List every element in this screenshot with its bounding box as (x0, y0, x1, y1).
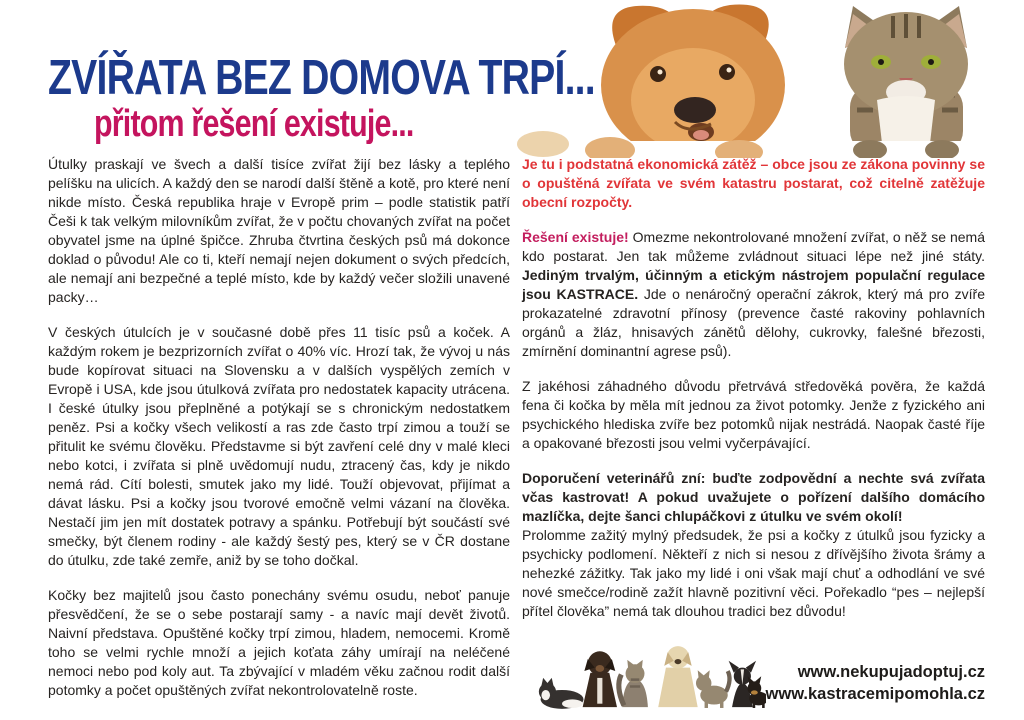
sitting-dog-cream (658, 646, 697, 707)
advice-bold: Doporučení veterinářů zní: buďte zodpovědní a nechte svá zvířata včas kastrovat! A pokud uvažujete o pořízení dalšího domácího mazlíčka, dejte šanci chlupáčkovi z útulku ve svém okolí! (522, 470, 985, 524)
lying-cat (539, 678, 584, 709)
solution-bold-castration: Jediným trvalým, účinným a etickým nástrojem populační regulace jsou KASTRACE. (522, 267, 985, 302)
cat-illustration (844, 6, 968, 153)
bottom-row (538, 640, 985, 715)
paragraph-solution (522, 228, 985, 361)
solution-text-1: Omezme nekontrolované množení zvířat, o něž se nemá kdo postarat. Jen tak můžeme zvládnout situaci lépe než jiné státy. (522, 229, 985, 264)
sitting-cat-tabby (619, 660, 648, 707)
solution-lead: Řešení existuje! (522, 229, 629, 245)
animal-group-photo (538, 640, 766, 715)
dog-cat-photo-illustration (515, 0, 1010, 158)
solution-text-2: Jde o nenáročný operační zákrok, který má pro zvíře prokazatelné zdravotní přínosy (prevence časté rakoviny pohlavních orgánů a žláz, hnisavých zánětů dělohy, cukrovky, falešné březosti, zmírnění dominantní agrese psů). (522, 286, 985, 359)
paragraph-shelters-overflow: Útulky praskají ve švech a další tisíce zvířat žijí bez lásky a teplého pelíšku na ulicích. A každý den se narodí další štěně a kotě, pro které není nikde místo. Česká republika hraje v Evropě prim – podle statistik patří Češi k tak velkým milovníkům zvířat, že v počtu chovaných zvířat na počet obyvatel jsme na úplné špičce. Zhruba čtvrtina českých psů má dokonce doklad o původu! Ale co ti, kteří nemají nejen dokument o svých předcích, ale nemají ani bezpečné a teplé místo, kde by každý večer složili unavené packy… (48, 156, 510, 305)
sitting-dog-brown (583, 651, 617, 707)
right-column (522, 155, 985, 637)
paragraph-advice (522, 469, 985, 621)
paragraph-myth: Z jakéhosi záhadného důvodu přetrvává středověká pověra, že každá fena či kočka by měla mít jednou za život potomky. Jenže z fyzického ani psychického hlediska zvíře bez potomků nijak nestrádá. Naopak časté říje a opakované březosti jsou velmi vyčerpávající. (522, 378, 985, 451)
page-title: ZVÍŘATA BEZ DOMOVA TRPÍ... (48, 51, 595, 105)
dog-cat-photo (515, 0, 1010, 158)
left-column (48, 155, 510, 716)
standing-cat-tabby (696, 670, 730, 708)
page-subtitle: přitom řešení existuje... (94, 103, 414, 145)
websites-block (766, 661, 985, 715)
paragraph-shelter-numbers: V českých útulcích je v současné době přes 11 tisíc psů a koček. A každým rokem je bezprizorních zvířat o 40% víc. Hrozí tak, že vývoj u nás bude kopírovat situaci na Slovensku a v dalších vyspělých zemích v Evropě i USA, kde jsou útulková zvířata pro nedostatek kapacity utrácena. I české útulky jsou přeplněné a potýkají se s chronickým nedostatkem peněz. Psi a kočky všech velikostí a ras zde často trpí zimou a touží se přitulit ke svému člověku. Představme si být zavření celé dny v malé kleci nebo kotci, i zvířata si plně uvědomují nudu, ztracený čas, kdy je nikdo nemá rád. Cítí bolesti, smutek jako my lidé. Touží objevovat, přijímat a dávat lásku. Psi a kočky jsou tvorové emočně velmi vázaní na člověka. Nestačí jim jen mít dostatek potravy a spánku. Potřebují být součástí své smečky, být členem rodiny - ale každý šestý pes, který se v ČR dostane do útulku, zde také zemře, aniž by se toho dočkal. (48, 324, 510, 568)
paragraph-stray-cats: Kočky bez majitelů jsou často ponechány svému osudu, neboť panuje přesvědčení, že se o sebe postarají samy - a navíc mají devět životů. Naivní představa. Opuštěné kočky trpí zimou, hladem, nemocemi. Kromě toho se velmi rychle množí a jejich koťata záhy umírají na neléčené nemoci nebo pod koly aut. Ta zbývající v mladém věku začnou rodit další potomky a počet opuštěných zvířat nekontrolovatelně roste. (48, 587, 510, 698)
paragraph-economic-burden: Je tu i podstatná ekonomická zátěž – obce jsou ze zákona povinny se o opuštěná zvířata ve svém katastru postarat, což citelně zatěžuje obecní rozpočty. (522, 156, 985, 210)
dog-paw (517, 131, 569, 157)
advice-text: Prolomme zažitý mylný předsudek, že psi a kočky z útulků jsou fyzicky a psychicky podlomení. Někteří z nich si nesou z dřívějšího života šrámy a nehezké zážitky. Tak jako my lidé i oni však mají chuť a odhodlání ve své nové smečce/rodině zažít hlavně pozitivní věci. Pořekadlo “pes – nejlepší přítel člověka” nemá tak dlouhou tradici bez důvodu! (522, 527, 985, 619)
website-kastracemipomohla: www.kastracemipomohla.cz (765, 685, 985, 703)
dog-illustration (601, 5, 785, 158)
website-nekupujadoptuj: www.nekupujadoptuj.cz (797, 663, 985, 681)
